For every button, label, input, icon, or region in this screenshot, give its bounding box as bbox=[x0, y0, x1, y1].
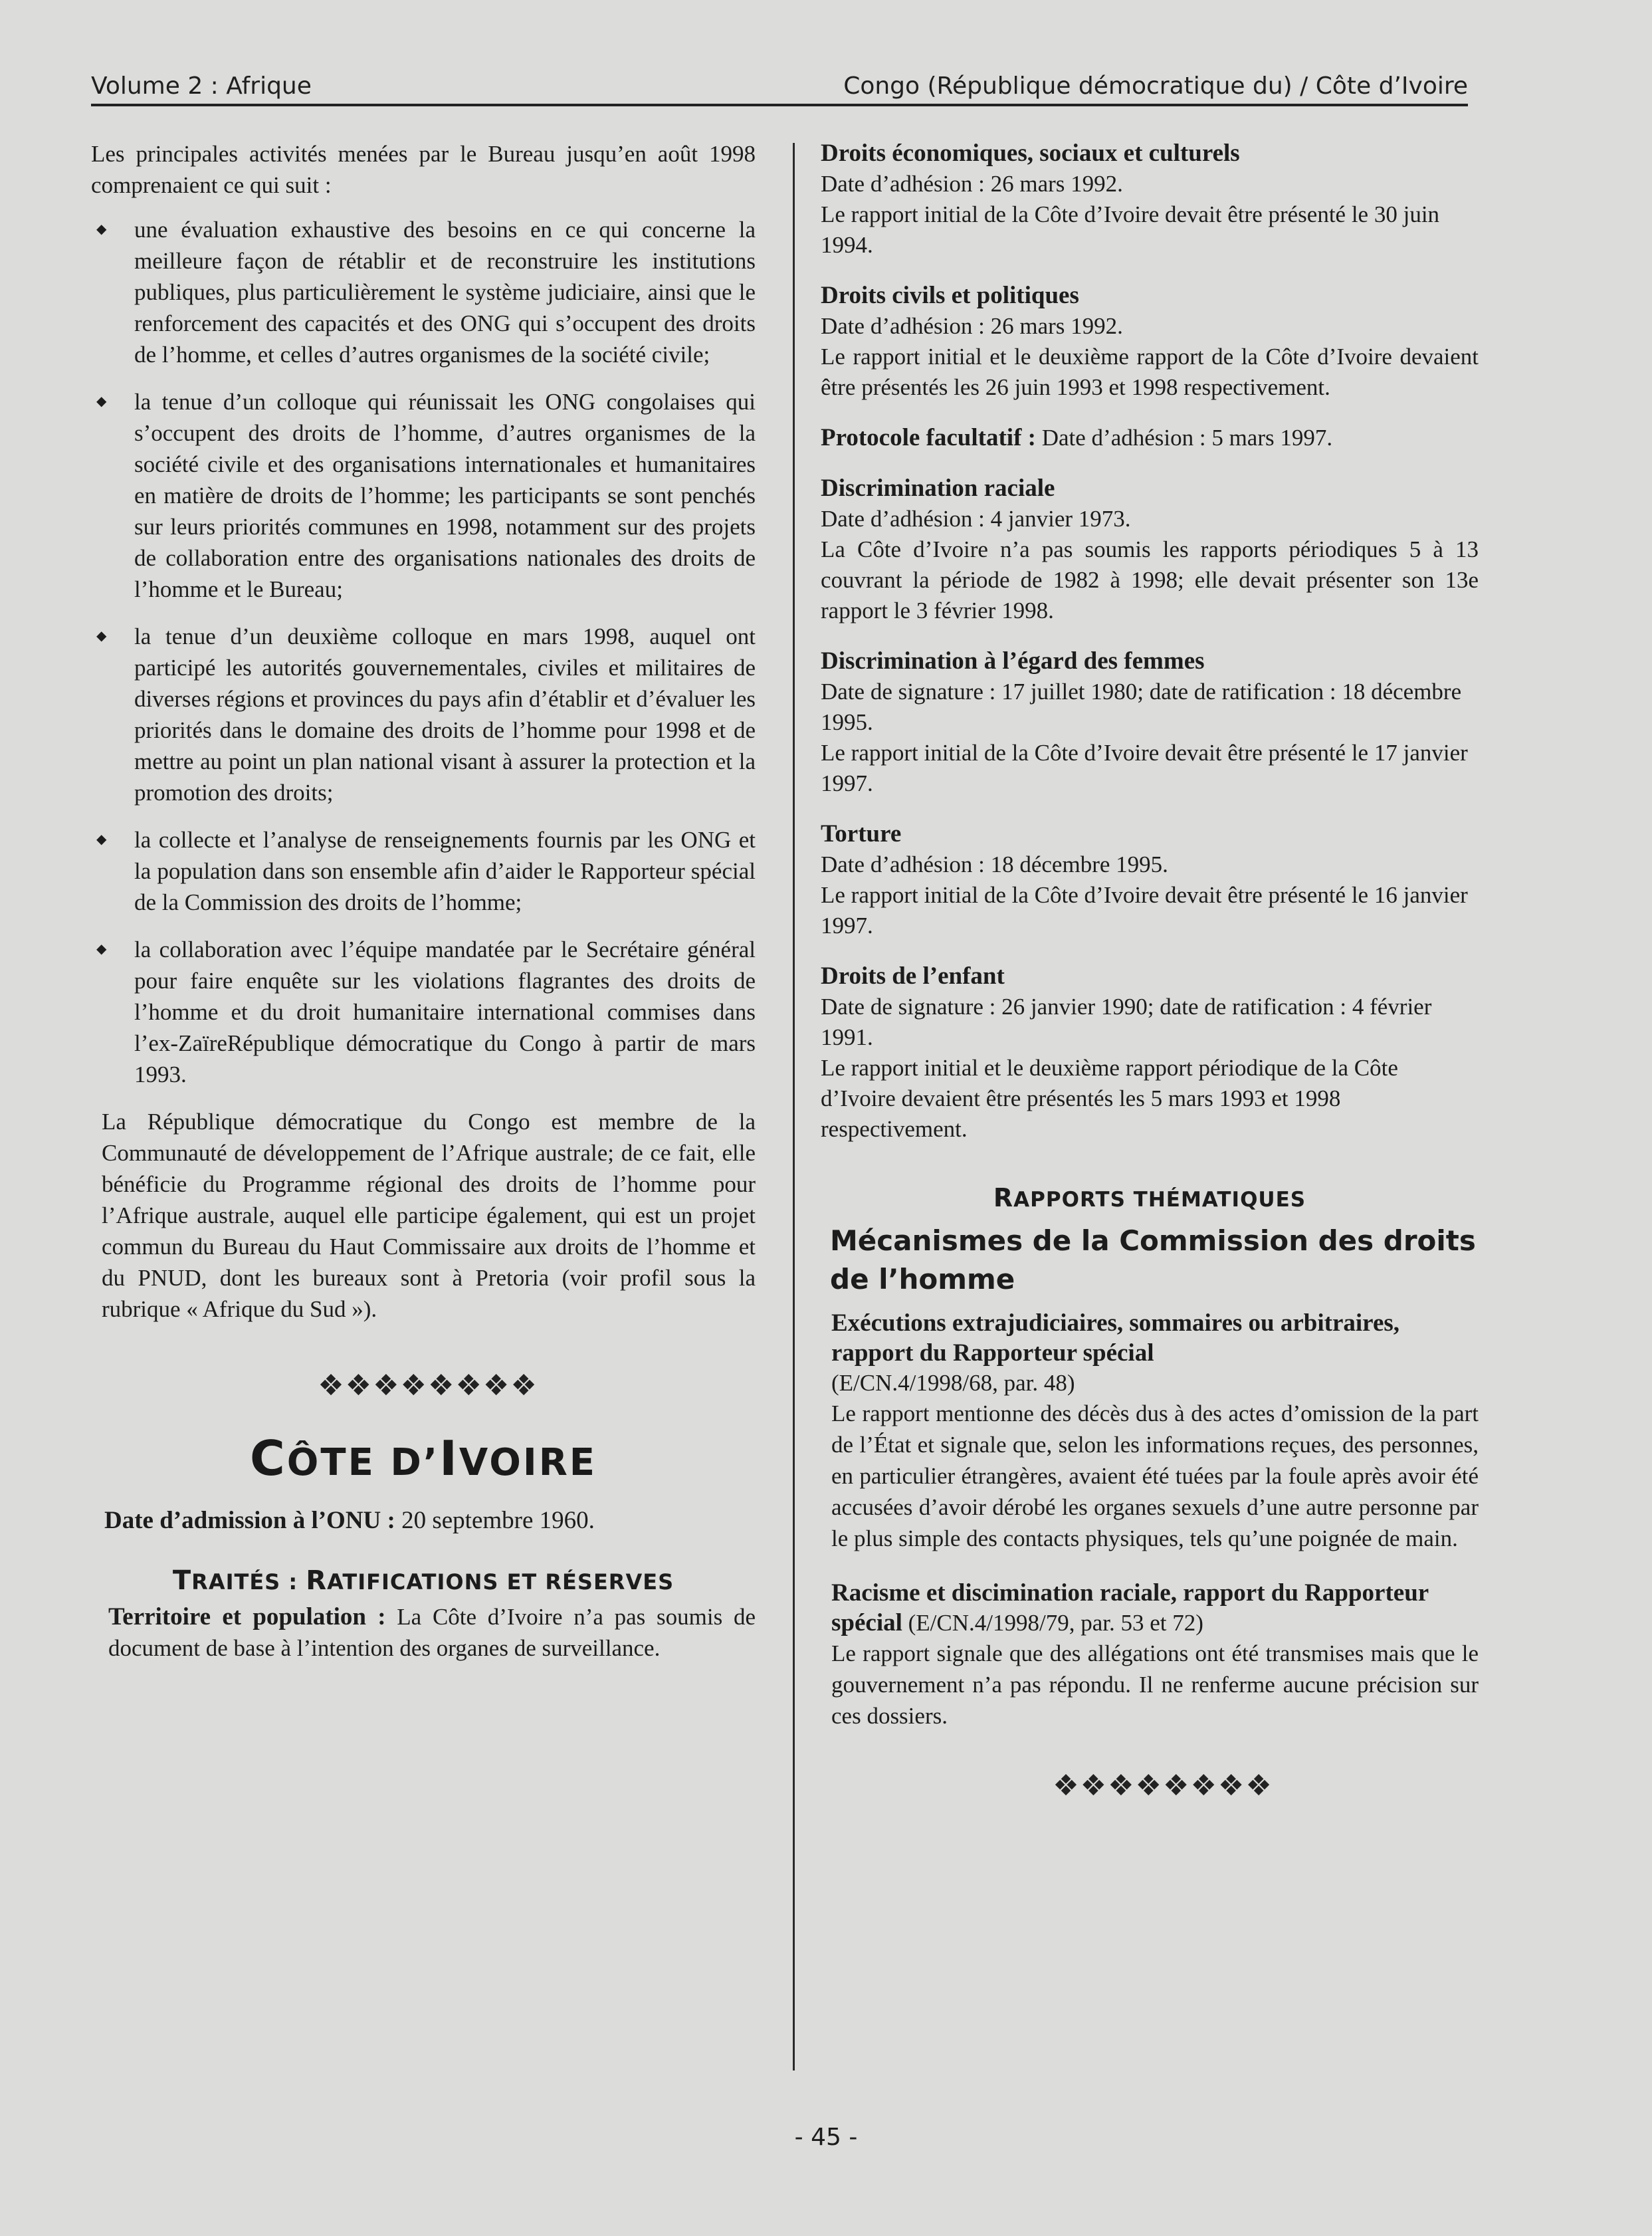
rdc-paragraph: La République démocratique du Congo est membre de la Communauté de développement de l’Afrique australe; de ce fait, elle bénéficie du Programme régional des droits de l’homme pour l’Afrique australe, auquel elle participe également, qui est un projet commun du Bureau du Haut Commissaire aux droits de l’homme et du PNUD, dont les bureaux sont à Pretoria (voir profil sous la rubrique « Afrique du Sud »). bbox=[102, 1109, 756, 1322]
treaty-title: Discrimination raciale bbox=[821, 475, 1055, 502]
report-reference: (E/CN.4/1998/68, par. 48) bbox=[831, 1370, 1075, 1396]
list-item: ◆ la tenue d’un deuxième colloque en mars 1998, auquel ont participé les autorités gouvernementales, civiles et militaires de diverses régions et provinces du pays afin d’établir et d’évaluer les priorités dans le domaine des droits de l’homme pour 1998 et de mettre au point un plan national visant à assurer la protection et la promotion des droits; bbox=[91, 621, 756, 808]
running-header bbox=[91, 66, 1468, 106]
list-item: ◆ la collaboration avec l’équipe mandatée par le Secrétaire général pour faire enquête sur les violations flagrantes des droits de l’homme et du droit humanitaire international commises dans l’ex-ZaïreRépublique démocratique du Congo à partir de mars 1993. bbox=[91, 934, 756, 1090]
report-block bbox=[821, 1308, 1479, 1554]
diamond-bullet-icon: ◆ bbox=[96, 629, 107, 643]
treaty-block: Droits civils et politiques Date d’adhésion : 26 mars 1992. Le rapport initial et le deuxième rapport de la Côte d’Ivoire devaient être présentés les 26 juin 1993 et 1998 respectivement. bbox=[821, 282, 1479, 400]
diamond-bullet-icon: ◆ bbox=[96, 394, 107, 409]
column-divider bbox=[793, 143, 795, 2070]
country-title: CÔTE D’IVOIRE bbox=[249, 1430, 597, 1486]
header-volume: Volume 2 : Afrique bbox=[91, 72, 312, 100]
treaty-title: Droits économiques, sociaux et culturels bbox=[821, 140, 1240, 167]
treaty-block: Discrimination à l’égard des femmes Date de signature : 17 juillet 1980; date de ratification : 18 décembre 1995. Le rapport initial de la Côte d’Ivoire devait être présenté le 17 janvier 1997. bbox=[821, 646, 1479, 799]
territory-paragraph: Territoire et population : La Côte d’Ivoire n’a pas soumis de document de base à l’intention des organes de surveillance. bbox=[108, 1603, 756, 1661]
page-number: - 45 - bbox=[794, 2124, 858, 2151]
right-column bbox=[821, 138, 1479, 1803]
diamond-bullet-icon: ◆ bbox=[96, 832, 107, 847]
treaty-title: Discrimination à l’égard des femmes bbox=[821, 647, 1205, 675]
header-countries: Congo (République démocratique du) / Côte d’Ivoire bbox=[843, 72, 1468, 100]
report-block bbox=[821, 1578, 1479, 1732]
treaty-title: Torture bbox=[821, 820, 902, 847]
thematic-reports-heading: RAPPORTS THÉMATIQUES bbox=[993, 1183, 1306, 1212]
activities-list bbox=[91, 214, 756, 1090]
report-text: Le rapport mentionne des décès dus à des actes d’omission de la part de l’État et signale que, selon les informations reçues, des personnes, en particulier étrangères, avaient été tuées par la foule après avoir été accusées d’avoir dérobé les organes sexuels d’une autre personne par le plus simple des contacts physiques, tels qu’une poignée de main. bbox=[831, 1400, 1479, 1551]
list-item: ◆ la collecte et l’analyse de renseignements fournis par les ONG et la population dans son ensemble afin d’aider le Rapporteur spécial de la Commission des droits de l’homme; bbox=[91, 824, 756, 918]
report-title: Racisme et discimination raciale, rapport du Rapporteur spécial (E/CN.4/1998/79, par. 53 et 72) bbox=[831, 1579, 1429, 1636]
treaty-block: Discrimination raciale Date d’adhésion : 4 janvier 1973. La Côte d’Ivoire n’a pas soumis les rapports périodiques 5 à 13 couvrant la période de 1982 à 1998; elle devait présenter son 13e rapport le 3 février 1998. bbox=[821, 475, 1479, 623]
ornament-divider-icon: ❖❖❖❖❖❖❖❖ bbox=[318, 1369, 538, 1402]
left-column bbox=[91, 138, 756, 1664]
treaty-title: Droits de l’enfant bbox=[821, 962, 1005, 990]
un-admission-date: Date d’admission à l’ONU : 20 septembre 1960. bbox=[104, 1507, 595, 1534]
treaty-title: Droits civils et politiques bbox=[821, 282, 1079, 309]
mechanisms-heading: Mécanismes de la Commission des droits de l’homme bbox=[830, 1224, 1476, 1295]
list-item: ◆ une évaluation exhaustive des besoins en ce qui concerne la meilleure façon de rétablir et de reconstruire les institutions publiques, plus particulièrement le système judiciaire, ainsi que le renforcement des capacités et des ONG qui s’occupent des droits de l’homme, et celles d’autres organismes de la société civile; bbox=[91, 214, 756, 370]
report-text: Le rapport signale que des allégations ont été transmises mais que le gouvernement n’a pas répondu. Il ne renferme aucune précision sur ces dossiers. bbox=[831, 1640, 1479, 1729]
report-reference: (E/CN.4/1998/79, par. 53 et 72) bbox=[902, 1610, 1203, 1636]
list-item: ◆ la tenue d’un colloque qui réunissait les ONG congolaises qui s’occupent des droits de l’homme, d’autres organismes de la société civile et des organisations internationales et humanitaires en matière de droits de l’homme; les participants se sont penchés sur leurs priorités communes en 1998, notamment sur des projets de collaboration entre des organisations nationales des droits de l’homme et le Bureau; bbox=[91, 386, 756, 605]
treaties-heading: TRAITÉS : RATIFICATIONS ET RÉSERVES bbox=[172, 1565, 674, 1596]
report-title: Exécutions extrajudiciaires, sommaires ou arbitraires, rapport du Rapporteur spécial bbox=[831, 1309, 1400, 1367]
ornament-divider-icon: ❖❖❖❖❖❖❖❖ bbox=[1053, 1769, 1273, 1803]
treaty-block: Droits de l’enfant Date de signature : 26 janvier 1990; date de ratification : 4 février 1991. Le rapport initial et le deuxième rapport périodique de la Côte d’Ivoire devaient être présentés les 5 mars 1993 et 1998 respectivement. bbox=[821, 961, 1479, 1145]
optional-protocol: Protocole facultatif : Date d’adhésion : 5 mars 1997. bbox=[821, 424, 1333, 451]
diamond-bullet-icon: ◆ bbox=[96, 942, 107, 956]
treaty-block: Droits économiques, sociaux et culturels Date d’adhésion : 26 mars 1992. Le rapport initial de la Côte d’Ivoire devait être présenté le 30 juin 1994. bbox=[821, 138, 1479, 261]
intro-paragraph: Les principales activités menées par le Bureau jusqu’en août 1998 comprenaient ce qui suit : bbox=[91, 141, 756, 198]
diamond-bullet-icon: ◆ bbox=[96, 222, 107, 237]
treaty-block: Torture Date d’adhésion : 18 décembre 1995. Le rapport initial de la Côte d’Ivoire devait être présenté le 16 janvier 1997. bbox=[821, 819, 1479, 941]
